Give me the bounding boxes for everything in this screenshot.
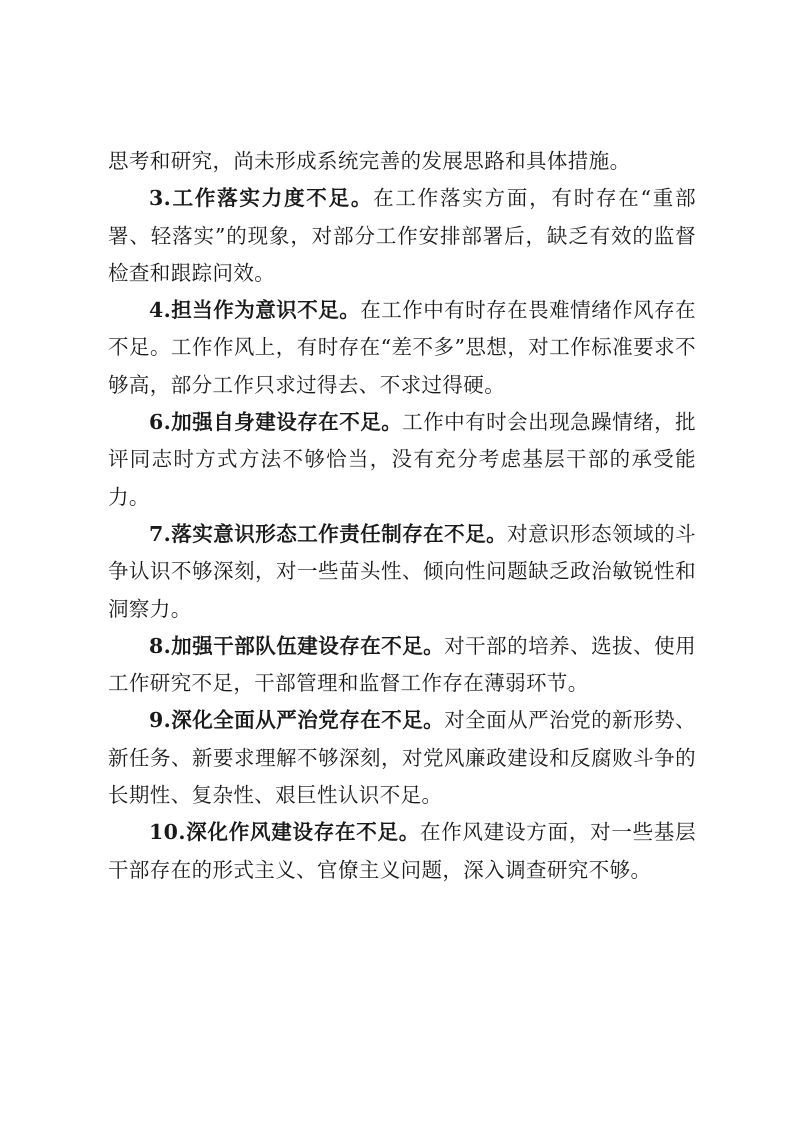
paragraph-item-4: [108, 292, 696, 404]
paragraph-heading: 4.担当作为意识不足。: [149, 298, 361, 323]
paragraph-item-6: [108, 404, 696, 516]
paragraph-item-3: [108, 180, 696, 292]
paragraph-heading: 9.深化全面从严治党存在不足。: [149, 708, 445, 733]
paragraph-body: 对干部的培养、选拔、使用工作研究不足，干部管理和监督工作存在薄弱环节。: [108, 633, 696, 696]
paragraph-item-9: [108, 702, 696, 814]
paragraph-body: 工作中有时会出现急躁情绪，批评同志时方式方法不够恰当，没有充分考虑基层干部的承受能力。: [108, 410, 696, 509]
paragraph-body: 对全面从严治党的新形势、新任务、新要求理解不够深刻，对党风廉政建设和反腐败斗争的长期性、复杂性、艰巨性认识不足。: [108, 708, 696, 808]
paragraph-item-10: [108, 814, 696, 889]
paragraph-body: 在工作中有时存在畏难情绪作风存在不足。工作作风上，有时存在“差不多”思想，对工作标准要求不够高，部分工作只求过得去、不求过得硬。: [108, 298, 696, 397]
paragraph-body: 思考和研究，尚未形成系统完善的发展思路和具体措施。: [108, 149, 631, 173]
paragraph-heading: 7.落实意识形态工作责任制存在不足。: [149, 521, 508, 546]
paragraph-body: 在作风建设方面，对一些基层干部存在的形式主义、官僚主义问题，深入调查研究不够。: [108, 820, 696, 882]
paragraph-item-8: [108, 628, 696, 703]
paragraph-heading: 10.深化作风建设存在不足。: [149, 820, 421, 845]
document-page: [108, 143, 696, 889]
paragraph-item-7: [108, 516, 696, 628]
paragraph-body: 在工作落实方面，有时存在“重部署、轻落实”的现象，对部分工作安排部署后，缺乏有效的监督检查和跟踪问效。: [108, 186, 696, 285]
paragraph-heading: 3.工作落实力度不足。: [149, 186, 374, 211]
paragraph-body: 对意识形态领域的斗争认识不够深刻，对一些苗头性、倾向性问题缺乏政治敏锐性和洞察力。: [108, 521, 696, 621]
paragraph-continuation: [108, 143, 696, 180]
paragraph-heading: 8.加强干部队伍建设存在不足。: [149, 633, 445, 658]
paragraph-heading: 6.加强自身建设存在不足。: [149, 410, 403, 435]
